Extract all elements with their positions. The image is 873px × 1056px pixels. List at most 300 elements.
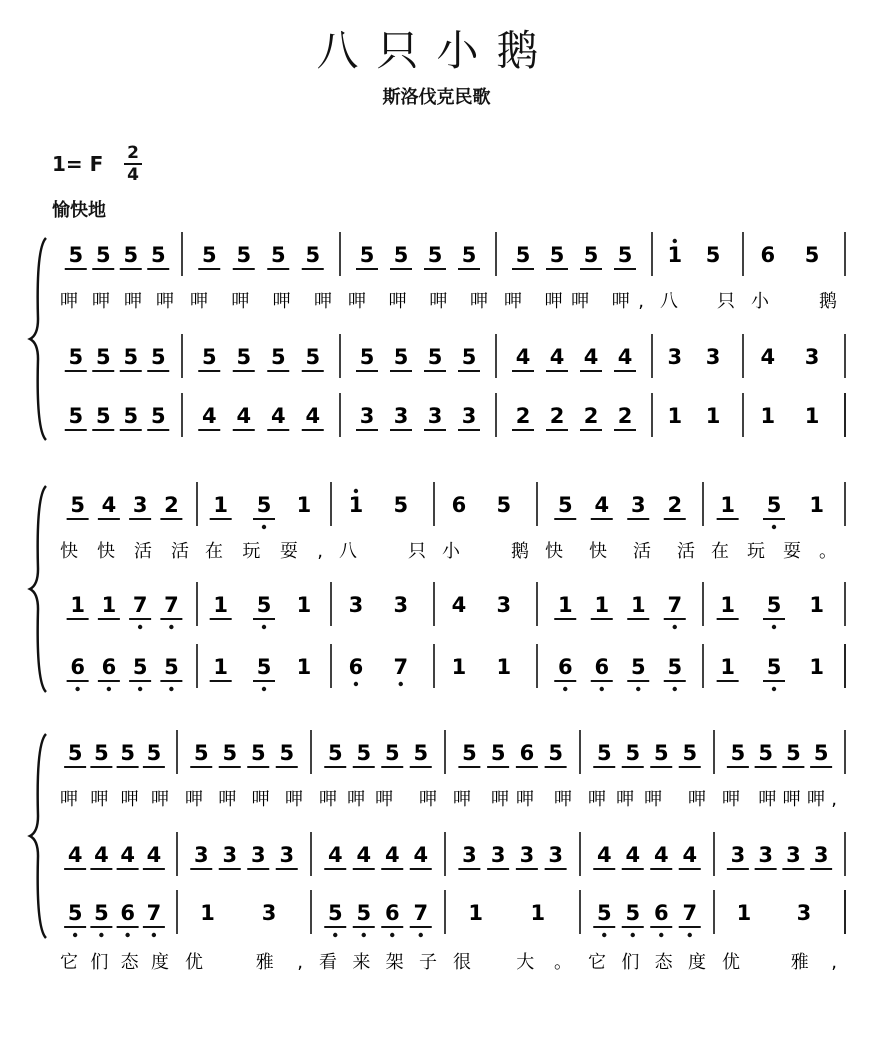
measure [458, 843, 566, 869]
note: 5 [766, 655, 782, 679]
octave-up-dot [354, 489, 358, 493]
measure [64, 741, 165, 767]
note: 5 [461, 345, 477, 369]
note: 5 [596, 901, 612, 925]
measure [717, 493, 824, 529]
measure [67, 493, 183, 519]
note: 3 [786, 843, 801, 867]
system-1 [30, 232, 845, 440]
time-sig-denominator: 4 [127, 165, 139, 185]
note: 5 [150, 345, 166, 369]
note: 1 [760, 404, 776, 428]
lyric-segment: 在玩耍。 [711, 541, 837, 562]
note: 4 [101, 493, 117, 517]
measure [667, 239, 720, 267]
note: 1 [200, 901, 215, 925]
note: 2 [583, 404, 599, 428]
measure [593, 843, 701, 869]
note: 1 [804, 404, 820, 428]
note: 1 [720, 655, 735, 679]
note: 5 [236, 243, 252, 267]
note: 4 [270, 404, 286, 428]
note: 5 [490, 741, 506, 765]
measure [554, 493, 686, 519]
note: 5 [583, 243, 599, 267]
measure [452, 593, 511, 617]
note: 5 [766, 593, 782, 617]
note: 5 [146, 741, 162, 765]
note: 1 [213, 655, 228, 679]
note: 1 [451, 655, 467, 679]
note: 5 [427, 345, 443, 369]
lyric-segment: 呷 呷呷 呷 [453, 789, 572, 810]
note: 2 [515, 404, 531, 428]
note: 3 [393, 593, 409, 617]
octave-down-dot [333, 933, 337, 937]
measure [452, 655, 511, 679]
measure [737, 901, 812, 925]
measure [67, 655, 183, 691]
note: 3 [796, 901, 812, 925]
note: 2 [617, 404, 633, 428]
note: 1 [557, 593, 573, 617]
measure [198, 404, 324, 430]
note: 5 [201, 345, 217, 369]
note: 5 [270, 345, 286, 369]
lyric-segment: 呷 呷呷 呷, [504, 291, 644, 312]
octave-down-dot [75, 687, 79, 691]
note: 6 [451, 493, 467, 517]
octave-down-dot [354, 682, 358, 686]
note: 4 [515, 345, 531, 369]
note: 3 [279, 843, 295, 867]
note: 3 [250, 843, 266, 867]
note: 1 [809, 493, 825, 517]
note: 7 [682, 901, 698, 925]
note: 4 [451, 593, 467, 617]
measure [198, 243, 324, 269]
note: 3 [813, 843, 829, 867]
measure [468, 901, 545, 925]
note: 5 [201, 243, 217, 267]
measure [667, 404, 720, 428]
octave-down-dot [399, 682, 403, 686]
note: 3 [758, 843, 773, 867]
octave-down-dot [169, 687, 173, 691]
note: 1 [720, 493, 735, 517]
tempo-marking: 愉快地 [52, 200, 106, 221]
system-2 [30, 482, 845, 692]
note: 3 [730, 843, 746, 867]
measure [64, 901, 165, 937]
note: 3 [804, 345, 820, 369]
octave-down-dot [772, 625, 776, 629]
measure [210, 493, 312, 529]
octave-down-dot [419, 933, 423, 937]
note: 2 [164, 493, 179, 517]
lyric-segment: 呷呷呷呷 [348, 291, 488, 312]
lyric-segment: 快快活活 [60, 541, 189, 562]
lyric-segment: 在玩耍, [205, 541, 323, 562]
note: 5 [70, 493, 85, 517]
note: 1 [736, 901, 752, 925]
note: 1 [296, 655, 312, 679]
note: 3 [548, 843, 563, 867]
system-3 [30, 730, 845, 973]
measure [554, 655, 686, 691]
note: 2 [667, 493, 683, 517]
note: 3 [427, 404, 443, 428]
note: 6 [760, 243, 776, 267]
system-brace [30, 238, 46, 440]
measure [67, 593, 183, 629]
note: 5 [393, 243, 409, 267]
lyric-segment: 优 雅, [185, 952, 303, 973]
lyric-segment: 呷呷呷 呷 [588, 789, 706, 810]
note: 5 [804, 243, 820, 267]
note: 1 [720, 593, 735, 617]
octave-down-dot [262, 687, 266, 691]
note: 3 [705, 345, 721, 369]
note: 3 [193, 843, 209, 867]
note: 3 [461, 404, 477, 428]
note: 5 [596, 741, 612, 765]
measure [760, 404, 819, 428]
note: 5 [427, 243, 443, 267]
note: 5 [305, 345, 321, 369]
note: 3 [132, 493, 148, 517]
measure [324, 741, 432, 767]
note: 4 [236, 404, 252, 428]
lyric-segment: 呷呷呷呷 [60, 291, 174, 312]
note: 5 [617, 243, 633, 267]
note: 1 [213, 493, 228, 517]
lyric-segment: 快快活活 [545, 541, 695, 562]
octave-down-dot [673, 687, 677, 691]
measure [324, 901, 432, 937]
note: 5 [413, 741, 429, 765]
octave-down-dot [390, 933, 394, 937]
note: 5 [548, 741, 563, 765]
octave-down-dot [688, 933, 692, 937]
note: 5 [359, 243, 375, 267]
note: 1 [667, 404, 683, 428]
measure [190, 741, 298, 767]
octave-down-dot [262, 525, 266, 529]
note: 4 [682, 843, 698, 867]
note: 1 [667, 243, 683, 267]
lyric-segment: 呷呷呷呷 [60, 789, 169, 810]
note: 5 [123, 404, 139, 428]
song-origin: 斯洛伐克民歌 [382, 87, 491, 108]
system-brace [30, 486, 46, 692]
note: 5 [625, 741, 641, 765]
note: 5 [393, 345, 409, 369]
measure [200, 901, 276, 925]
octave-down-dot [125, 933, 129, 937]
octave-down-dot [262, 625, 266, 629]
note: 5 [120, 741, 135, 765]
note: 4 [384, 843, 400, 867]
lyric-segment: 八只 [660, 291, 735, 312]
note: 6 [653, 901, 669, 925]
measure [727, 741, 832, 767]
note: 3 [496, 593, 512, 617]
note: 1 [530, 901, 546, 925]
note: 5 [164, 655, 179, 679]
note: 3 [222, 843, 238, 867]
note: 4 [201, 404, 217, 428]
note: 5 [758, 741, 773, 765]
lyric-segment: 小鹅 [442, 541, 529, 562]
octave-down-dot [99, 933, 103, 937]
note: 5 [256, 593, 272, 617]
note: 5 [236, 345, 252, 369]
note: 4 [594, 493, 610, 517]
octave-down-dot [169, 625, 173, 629]
note: 4 [120, 843, 135, 867]
note: 5 [279, 741, 295, 765]
note: 5 [667, 655, 683, 679]
octave-down-dot [631, 933, 635, 937]
measure [198, 345, 324, 371]
note: 5 [68, 345, 84, 369]
note: 5 [305, 243, 321, 267]
note: 1 [348, 493, 364, 517]
note: 3 [667, 345, 683, 369]
lyric-segment: 很 大。 [453, 952, 572, 973]
octave-up-dot [673, 239, 677, 243]
note: 5 [68, 243, 84, 267]
lyric-segment: 呷呷呷呷 [190, 291, 332, 312]
note: 5 [67, 901, 83, 925]
note: 1 [213, 593, 228, 617]
note: 3 [490, 843, 506, 867]
note: 5 [496, 493, 512, 517]
note: 5 [132, 655, 148, 679]
note: 6 [384, 901, 400, 925]
note: 4 [625, 843, 641, 867]
lyric-segment: 优 雅, [722, 952, 837, 973]
note: 4 [305, 404, 321, 428]
note: 3 [462, 843, 477, 867]
measure [349, 593, 408, 617]
note: 5 [813, 741, 829, 765]
measure [356, 345, 480, 371]
note: 5 [327, 741, 343, 765]
note: 6 [519, 741, 535, 765]
note: 6 [101, 655, 117, 679]
octave-down-dot [772, 525, 776, 529]
note: 5 [630, 655, 646, 679]
note: 4 [146, 843, 162, 867]
note: 5 [766, 493, 782, 517]
measure [593, 741, 701, 767]
note: 4 [327, 843, 343, 867]
note: 5 [705, 243, 721, 267]
time-sig-numerator: 2 [127, 143, 139, 163]
note: 6 [120, 901, 135, 925]
measure [717, 593, 824, 629]
note: 5 [222, 741, 238, 765]
note: 1 [705, 404, 721, 428]
note: 1 [809, 593, 825, 617]
note: 4 [583, 345, 599, 369]
octave-down-dot [673, 625, 677, 629]
song-title: 八只小鹅 [316, 26, 557, 75]
note: 4 [549, 345, 565, 369]
note: 5 [557, 493, 573, 517]
octave-down-dot [107, 687, 111, 691]
note: 2 [549, 404, 565, 428]
measure [210, 593, 312, 629]
note: 1 [468, 901, 484, 925]
note: 5 [359, 345, 375, 369]
note: 1 [594, 593, 610, 617]
lyric-segment: 八只 [339, 541, 426, 562]
note: 3 [348, 593, 364, 617]
note: 5 [95, 404, 111, 428]
note: 5 [549, 243, 565, 267]
measure [65, 345, 170, 371]
measure [349, 655, 408, 686]
note: 1 [101, 593, 117, 617]
measure [452, 493, 511, 517]
octave-down-dot [636, 687, 640, 691]
system-brace [30, 734, 46, 938]
lyric-segment: 看来架子 [319, 952, 437, 973]
note: 7 [393, 655, 409, 679]
note: 5 [123, 345, 139, 369]
note: 6 [594, 655, 610, 679]
note: 5 [625, 901, 641, 925]
octave-down-dot [362, 933, 366, 937]
note: 5 [270, 243, 286, 267]
measure [512, 345, 636, 371]
lyric-segment: 呷 呷呷呷, [722, 789, 837, 810]
note: 4 [653, 843, 669, 867]
measure [554, 593, 686, 629]
note: 5 [730, 741, 746, 765]
note: 1 [496, 655, 512, 679]
octave-down-dot [138, 625, 142, 629]
measure [717, 655, 824, 691]
note: 4 [760, 345, 776, 369]
note: 6 [348, 655, 364, 679]
measure [727, 843, 832, 869]
note: 5 [193, 741, 209, 765]
note: 5 [653, 741, 669, 765]
lyric-segment: 它们态度 [60, 952, 169, 973]
note: 7 [667, 593, 683, 617]
octave-down-dot [772, 687, 776, 691]
note: 5 [250, 741, 266, 765]
note: 5 [384, 741, 400, 765]
note: 1 [296, 493, 312, 517]
note: 5 [95, 345, 111, 369]
note: 3 [359, 404, 375, 428]
note: 4 [596, 843, 612, 867]
measure [356, 243, 480, 269]
note: 5 [256, 493, 272, 517]
measure [458, 741, 566, 767]
octave-down-dot [600, 687, 604, 691]
note: 5 [682, 741, 698, 765]
note: 4 [617, 345, 633, 369]
note: 1 [70, 593, 85, 617]
lyric-segment: 呷呷呷 呷 [319, 789, 437, 810]
octave-down-dot [563, 687, 567, 691]
measure [593, 901, 701, 937]
note: 5 [515, 243, 531, 267]
note: 5 [94, 741, 109, 765]
measure [349, 489, 408, 517]
octave-down-dot [602, 933, 606, 937]
note: 3 [630, 493, 646, 517]
note: 5 [786, 741, 801, 765]
measure [190, 843, 298, 869]
note: 4 [356, 843, 372, 867]
note: 5 [123, 243, 139, 267]
octave-down-dot [73, 933, 77, 937]
note: 3 [519, 843, 535, 867]
note: 7 [132, 593, 148, 617]
note: 7 [164, 593, 179, 617]
note: 5 [461, 243, 477, 267]
note: 5 [462, 741, 477, 765]
note: 5 [150, 404, 166, 428]
note: 5 [67, 741, 83, 765]
note: 1 [630, 593, 646, 617]
measure [210, 655, 312, 691]
note: 4 [67, 843, 83, 867]
lyric-segment: 它们态度 [588, 952, 706, 973]
note: 7 [413, 901, 429, 925]
octave-down-dot [152, 933, 156, 937]
note: 4 [94, 843, 109, 867]
note: 5 [327, 901, 343, 925]
note: 6 [70, 655, 85, 679]
note: 5 [256, 655, 272, 679]
note: 1 [809, 655, 825, 679]
measure [64, 843, 165, 869]
measure [324, 843, 432, 869]
note: 1 [296, 593, 312, 617]
note: 5 [95, 243, 111, 267]
measure [760, 345, 819, 369]
octave-down-dot [659, 933, 663, 937]
measure [512, 404, 636, 430]
note: 4 [413, 843, 429, 867]
note: 5 [393, 493, 409, 517]
lyric-segment: 呷呷呷呷 [185, 789, 303, 810]
lyric-segment: 小鹅 [751, 291, 837, 312]
note: 3 [393, 404, 409, 428]
measure [65, 243, 170, 269]
octave-down-dot [138, 687, 142, 691]
measure [512, 243, 636, 269]
note: 5 [150, 243, 166, 267]
note: 5 [356, 901, 372, 925]
measure [667, 345, 720, 369]
measure [760, 243, 819, 267]
note: 5 [356, 741, 372, 765]
note: 5 [68, 404, 84, 428]
note: 6 [557, 655, 573, 679]
key-signature: 1= F [52, 152, 104, 176]
note: 3 [261, 901, 277, 925]
note: 5 [94, 901, 109, 925]
